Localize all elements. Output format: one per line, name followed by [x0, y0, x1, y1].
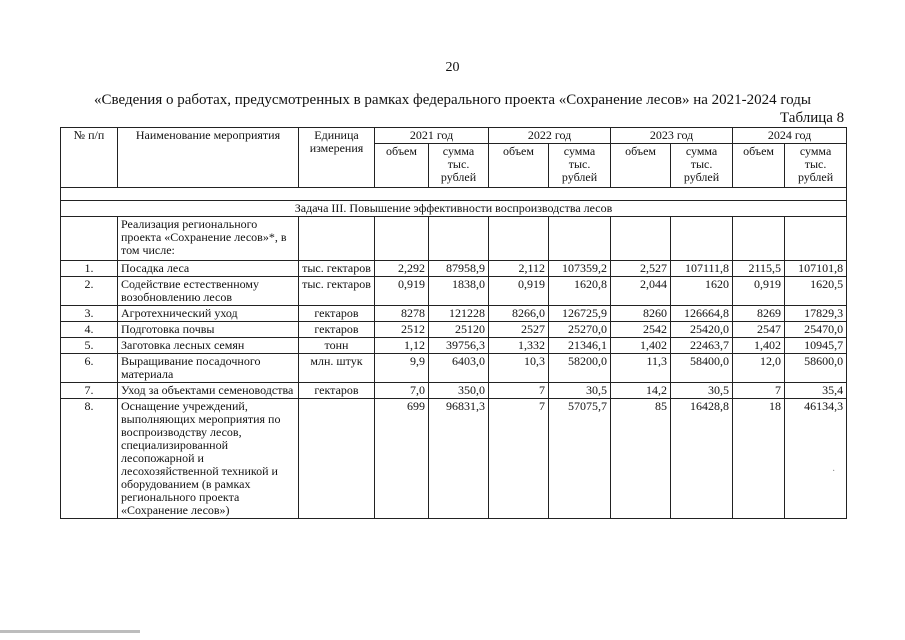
- page-number: 20: [445, 60, 460, 75]
- row-sum-2023: [671, 217, 733, 261]
- row-volume-2022: 8266,0: [489, 306, 549, 322]
- row-volume-2021: 9,9: [375, 354, 429, 383]
- row-unit: тыс. гектаров: [299, 261, 375, 277]
- row-sum-2021: 96831,3: [429, 399, 489, 519]
- row-sum-2022: [549, 217, 611, 261]
- row-volume-2021: 0,919: [375, 277, 429, 306]
- row-sum-2021: 350,0: [429, 383, 489, 399]
- row-name: Уход за объектами семеноводства: [118, 383, 299, 399]
- row-volume-2023: 2,044: [611, 277, 671, 306]
- spacer-cell: [61, 188, 847, 201]
- row-volume-2021: 8278: [375, 306, 429, 322]
- table-row: [61, 322, 847, 338]
- row-unit: [299, 399, 375, 519]
- row-volume-2021: 2512: [375, 322, 429, 338]
- row-volume-2021: [375, 217, 429, 261]
- row-num: 7.: [61, 383, 118, 399]
- row-unit: тыс. гектаров: [299, 277, 375, 306]
- row-volume-2024: 18: [733, 399, 785, 519]
- row-sum-2022: 58200,0: [549, 354, 611, 383]
- row-volume-2023: 11,3: [611, 354, 671, 383]
- table-row: [61, 306, 847, 322]
- row-name: Реализация регионального проекта «Сохранение лесов»*, в том числе:: [118, 217, 299, 261]
- row-volume-2024: [733, 217, 785, 261]
- table-row: [61, 383, 847, 399]
- row-sum-2023: 58400,0: [671, 354, 733, 383]
- row-volume-2022: 1,332: [489, 338, 549, 354]
- row-sum-2023: 1620: [671, 277, 733, 306]
- header-sum: сумма тыс. рублей: [429, 144, 489, 188]
- row-volume-2022: 2527: [489, 322, 549, 338]
- row-num: 2.: [61, 277, 118, 306]
- row-sum-2023: 25420,0: [671, 322, 733, 338]
- row-sum-2023: 30,5: [671, 383, 733, 399]
- row-volume-2022: 7: [489, 383, 549, 399]
- header-name: Наименование мероприятия: [118, 128, 299, 188]
- table-row: [61, 338, 847, 354]
- row-volume-2023: 1,402: [611, 338, 671, 354]
- header-sum: сумма тыс. рублей: [671, 144, 733, 188]
- row-num: 6.: [61, 354, 118, 383]
- row-unit: гектаров: [299, 322, 375, 338]
- row-sum-2022: 107359,2: [549, 261, 611, 277]
- row-sum-2024: 107101,8: [785, 261, 847, 277]
- row-volume-2021: 699: [375, 399, 429, 519]
- header-year-2022: 2022 год: [489, 128, 611, 144]
- header-year-2023: 2023 год: [611, 128, 733, 144]
- row-volume-2024: 1,402: [733, 338, 785, 354]
- row-num: 5.: [61, 338, 118, 354]
- row-sum-2021: 87958,9: [429, 261, 489, 277]
- row-sum-2023: 16428,8: [671, 399, 733, 519]
- row-volume-2022: 10,3: [489, 354, 549, 383]
- row-sum-2024: 10945,7: [785, 338, 847, 354]
- header-volume: объем: [375, 144, 429, 188]
- task-title: Задача III. Повышение эффективности воспроизводства лесов: [61, 201, 847, 217]
- row-name: Посадка леса: [118, 261, 299, 277]
- table-row: [61, 354, 847, 383]
- header-unit: Единица измерения: [299, 128, 375, 188]
- row-name: Подготовка почвы: [118, 322, 299, 338]
- row-sum-2024: [785, 217, 847, 261]
- row-volume-2022: 0,919: [489, 277, 549, 306]
- row-volume-2023: [611, 217, 671, 261]
- header-row-years: [61, 128, 847, 144]
- row-unit: [299, 217, 375, 261]
- row-name: Агротехнический уход: [118, 306, 299, 322]
- row-num: 8.: [61, 399, 118, 519]
- header-volume: объем: [489, 144, 549, 188]
- row-sum-2021: [429, 217, 489, 261]
- row-sum-2024: 25470,0: [785, 322, 847, 338]
- row-sum-2021: 121228: [429, 306, 489, 322]
- row-volume-2023: 8260: [611, 306, 671, 322]
- row-volume-2022: 7: [489, 399, 549, 519]
- row-num: 3.: [61, 306, 118, 322]
- row-volume-2023: 85: [611, 399, 671, 519]
- header-sum: сумма тыс. рублей: [785, 144, 847, 188]
- row-unit: тонн: [299, 338, 375, 354]
- row-sum-2023: 107111,8: [671, 261, 733, 277]
- row-volume-2024: 12,0: [733, 354, 785, 383]
- row-unit: гектаров: [299, 306, 375, 322]
- row-num: [61, 217, 118, 261]
- row-sum-2022: 30,5: [549, 383, 611, 399]
- row-sum-2024: 46134,3: [785, 399, 847, 519]
- row-sum-2022: 25270,0: [549, 322, 611, 338]
- row-sum-2024: 1620,5: [785, 277, 847, 306]
- row-sum-2024: 17829,3: [785, 306, 847, 322]
- row-sum-2022: 21346,1: [549, 338, 611, 354]
- row-sum-2022: 126725,9: [549, 306, 611, 322]
- table-row: [61, 399, 847, 519]
- header-sum: сумма тыс. рублей: [549, 144, 611, 188]
- header-volume: объем: [733, 144, 785, 188]
- row-name: Выращивание посадочного материала: [118, 354, 299, 383]
- table-row: [61, 217, 847, 261]
- row-volume-2022: 2,112: [489, 261, 549, 277]
- table-row: [61, 277, 847, 306]
- table-row: [61, 261, 847, 277]
- row-name: Заготовка лесных семян: [118, 338, 299, 354]
- scan-artifact: [0, 630, 140, 633]
- row-volume-2021: 7,0: [375, 383, 429, 399]
- row-sum-2024: 58600,0: [785, 354, 847, 383]
- row-sum-2022: 57075,7: [549, 399, 611, 519]
- task-row: [61, 201, 847, 217]
- row-volume-2024: 0,919: [733, 277, 785, 306]
- document-title: «Сведения о работах, предусмотренных в рамках федерального проекта «Сохранение лесов» на 2021-2024 годы: [94, 92, 811, 108]
- row-volume-2021: 2,292: [375, 261, 429, 277]
- row-sum-2023: 126664,8: [671, 306, 733, 322]
- row-volume-2024: 2547: [733, 322, 785, 338]
- row-volume-2023: 2542: [611, 322, 671, 338]
- row-sum-2021: 39756,3: [429, 338, 489, 354]
- row-num: 1.: [61, 261, 118, 277]
- table-label: Таблица 8: [780, 110, 845, 126]
- row-sum-2024: 35,4: [785, 383, 847, 399]
- header-volume: объем: [611, 144, 671, 188]
- works-table: [60, 127, 847, 519]
- row-sum-2023: 22463,7: [671, 338, 733, 354]
- row-num: 4.: [61, 322, 118, 338]
- row-name: Содействие естественному возобновлению лесов: [118, 277, 299, 306]
- row-volume-2023: 2,527: [611, 261, 671, 277]
- row-volume-2021: 1,12: [375, 338, 429, 354]
- row-volume-2023: 14,2: [611, 383, 671, 399]
- row-sum-2021: 25120: [429, 322, 489, 338]
- row-volume-2024: 7: [733, 383, 785, 399]
- stray-mark: ·: [832, 466, 836, 477]
- row-name: Оснащение учреждений, выполняющих мероприятия по воспроизводству лесов, специализированной лесопожарной и лесохозяйственной техникой и оборудованием (в рамках регионального проекта «Сохранение лесов»): [118, 399, 299, 519]
- row-sum-2022: 1620,8: [549, 277, 611, 306]
- header-year-2021: 2021 год: [375, 128, 489, 144]
- header-year-2024: 2024 год: [733, 128, 847, 144]
- row-volume-2022: [489, 217, 549, 261]
- header-spacer-row: [61, 188, 847, 201]
- row-sum-2021: 1838,0: [429, 277, 489, 306]
- row-volume-2024: 2115,5: [733, 261, 785, 277]
- row-sum-2021: 6403,0: [429, 354, 489, 383]
- row-unit: гектаров: [299, 383, 375, 399]
- row-volume-2024: 8269: [733, 306, 785, 322]
- row-unit: млн. штук: [299, 354, 375, 383]
- header-num: № п/п: [61, 128, 118, 188]
